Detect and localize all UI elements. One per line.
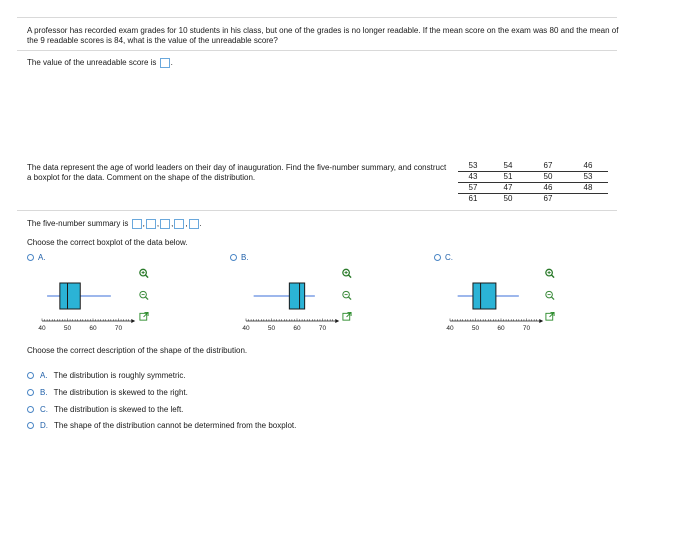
five-number-prefix: The five-number summary is [27, 219, 129, 228]
table-cell [568, 194, 608, 205]
box [60, 283, 80, 309]
table-row [458, 183, 608, 194]
choose-boxplot-instruction: Choose the correct boxplot of the data below. [27, 238, 188, 247]
question2-divider [17, 210, 617, 211]
boxplot-b [240, 278, 350, 330]
tick-label: 40 [446, 325, 454, 332]
boxplot-option-b[interactable] [230, 253, 249, 262]
shape-option-a[interactable] [27, 371, 186, 380]
zoom-in-glyph [342, 268, 352, 279]
tick-label: 50 [471, 325, 480, 332]
table-cell: 46 [568, 161, 608, 172]
popout-glyph [545, 311, 555, 322]
option-text: The distribution is skewed to the left. [54, 405, 184, 414]
popout-icon[interactable] [139, 311, 149, 321]
five-number-sep: , [171, 219, 174, 228]
shape-option-d[interactable] [27, 421, 296, 430]
tick-label: 50 [267, 325, 276, 332]
table-cell: 53 [458, 161, 488, 172]
zoom-out-glyph [342, 290, 352, 301]
tick-label: 60 [293, 325, 301, 332]
five-number-sep: , [185, 219, 188, 228]
table-cell: 54 [488, 161, 528, 172]
question1-divider [17, 50, 617, 51]
tick-label: 70 [318, 325, 327, 332]
zoom-in-glyph [139, 268, 149, 279]
radio-button[interactable] [27, 406, 34, 413]
radio-button[interactable] [27, 422, 34, 429]
boxplot-a [36, 278, 146, 330]
table-cell: 43 [458, 172, 488, 183]
tick-label: 70 [522, 325, 531, 332]
option-text: The shape of the distribution cannot be determined from the boxplot. [54, 421, 297, 430]
table-cell: 57 [458, 183, 488, 194]
radio-button[interactable] [27, 389, 34, 396]
choose-shape-instruction: Choose the correct description of the shape of the distribution. [27, 346, 248, 355]
five-number-sep: , [156, 219, 160, 228]
table-row [458, 194, 608, 205]
option-text: The distribution is skewed to the right. [53, 388, 188, 397]
tick-label: 60 [497, 325, 505, 332]
option-letter: C. [445, 253, 453, 262]
popout-icon[interactable] [342, 311, 352, 321]
table-cell: 50 [528, 172, 568, 183]
question2-text: The data represent the age of world leaders on their day of inauguration. Find the five-number summary, and construct a boxplot for the data. Comment on the shape of the distribution. [27, 163, 447, 182]
table-cell: 47 [488, 183, 528, 194]
option-letter: A. [38, 253, 46, 262]
question1-answer-suffix: . [170, 58, 173, 67]
question1-answer-line [27, 57, 173, 69]
tick-label: 60 [89, 325, 97, 332]
option-letter: A. [40, 371, 48, 380]
axis-arrow [335, 319, 339, 323]
five-number-min-input[interactable] [132, 219, 142, 229]
popout-icon[interactable] [545, 311, 555, 321]
zoom-out-icon[interactable] [545, 290, 555, 300]
shape-option-b[interactable] [27, 388, 188, 397]
table-row [458, 161, 608, 172]
five-number-q3-input[interactable] [174, 219, 184, 229]
axis-arrow [539, 319, 543, 323]
zoom-out-glyph [545, 290, 555, 301]
table-cell: 67 [528, 161, 568, 172]
box [473, 283, 496, 309]
radio-button[interactable] [434, 254, 441, 261]
table-cell: 51 [488, 172, 528, 183]
axis-arrow [131, 319, 135, 323]
age-data-table [458, 161, 608, 204]
radio-button[interactable] [230, 254, 237, 261]
five-number-end: . [199, 219, 202, 228]
zoom-in-icon[interactable] [342, 268, 352, 278]
shape-option-c[interactable] [27, 405, 183, 414]
zoom-out-glyph [139, 290, 149, 301]
boxplot-option-c[interactable] [434, 253, 453, 262]
five-number-line [27, 218, 202, 230]
table-cell: 61 [468, 194, 478, 203]
table-cell: 50 [503, 194, 513, 203]
tick-label: 70 [114, 325, 123, 332]
option-text: The distribution is roughly symmetric. [53, 371, 186, 380]
zoom-in-glyph [545, 268, 555, 279]
question1-answer-prefix: The value of the unreadable score is [27, 58, 157, 67]
five-number-sep: , [142, 219, 145, 228]
tick-label: 40 [38, 325, 46, 332]
radio-button[interactable] [27, 372, 34, 379]
boxplot-c [444, 278, 554, 330]
table-row [458, 172, 608, 183]
popout-glyph [342, 311, 352, 322]
boxplot-option-a[interactable] [27, 253, 46, 262]
table-cell: 53 [568, 172, 608, 183]
zoom-in-icon[interactable] [545, 268, 555, 278]
tick-label: 40 [242, 325, 250, 332]
option-letter: B. [241, 253, 249, 262]
box [289, 283, 304, 309]
option-letter: D. [40, 421, 48, 430]
five-number-max-input[interactable] [189, 219, 199, 229]
top-divider [17, 17, 617, 18]
tick-label: 50 [63, 325, 72, 332]
five-number-q1-input[interactable] [146, 219, 156, 229]
option-letter: C. [40, 405, 48, 414]
table-cell: 67 [543, 194, 553, 203]
radio-button[interactable] [27, 254, 34, 261]
table-cell: 48 [568, 183, 608, 194]
zoom-out-icon[interactable] [139, 290, 149, 300]
table-cell: 46 [528, 183, 568, 194]
unreadable-score-input[interactable] [160, 58, 170, 68]
zoom-in-icon[interactable] [139, 268, 149, 278]
zoom-out-icon[interactable] [342, 290, 352, 300]
five-number-median-input[interactable] [160, 219, 170, 229]
question1-text: A professor has recorded exam grades for 10 students in his class, but one of the grades is no longer readable. If the mean score on the exam was 80 and the mean of the 9 readable scores is 84, what is the value of the unreadable score? [27, 26, 619, 45]
popout-glyph [139, 311, 149, 322]
option-letter: B. [40, 388, 48, 397]
